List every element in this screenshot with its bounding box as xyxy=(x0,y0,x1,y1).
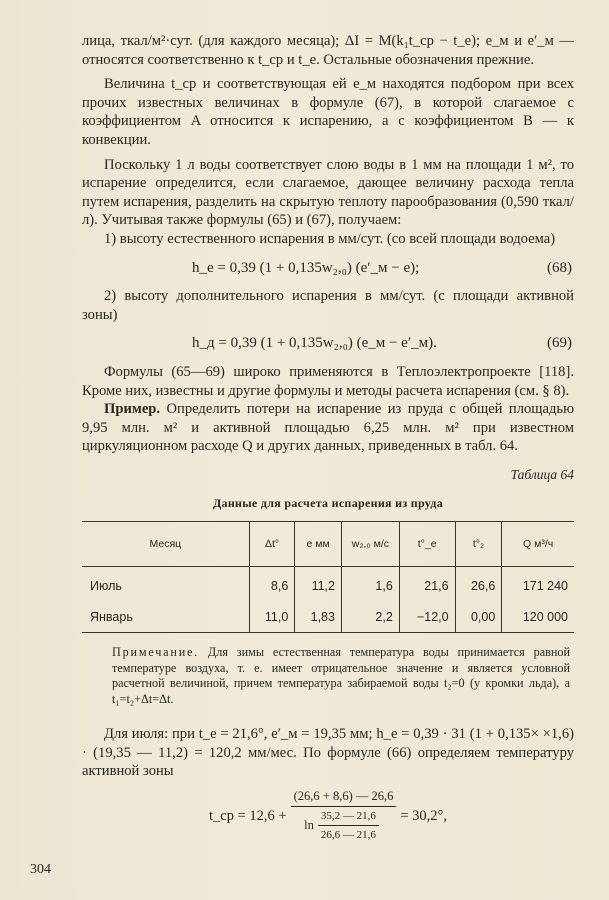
paragraph-6: Формулы (65—69) широко применяются в Теплоэлектропроекте [118]. Кроме них, известны и другие формулы и методы расчета испарения (см. § 8). xyxy=(82,363,574,399)
paragraph-3: Поскольку 1 л воды соответствует слою воды в 1 мм на площади 1 м², то испарение определится, если слагаемое, дающее величину расхода тепла путем испарения, разделить на скрытую теплоту парообразования (0,590 ткал/л). Учитывая также формулы (65) и (67), получаем: xyxy=(82,156,574,229)
formula-69-expression: h_д = 0,39 (1 + 0,135w₂,₀) (e_м − e′_м). xyxy=(192,335,437,352)
header-wind: w₂,₀ м/с xyxy=(341,522,399,567)
cell: 1,83 xyxy=(295,602,342,633)
cell: 2,2 xyxy=(341,602,399,633)
main-denominator xyxy=(304,807,383,845)
paragraph-1: лица, ткал/м²·сут. (для каждого месяца); ΔI = M(k₁t_ср − t_e); e_м и e′_м — относятся соответственно к t_ср и t_e. Остальные обозначения прежние. xyxy=(82,33,574,68)
cell: 1,6 xyxy=(341,567,399,602)
formula-lhs: t_ср = 12,6 + xyxy=(209,807,287,824)
data-table xyxy=(82,521,574,633)
header-te: t°_e xyxy=(399,522,455,567)
ln-label: ln xyxy=(304,818,314,833)
header-delta-t: Δt° xyxy=(249,522,295,567)
inner-fraction xyxy=(318,807,379,845)
formula-69-number: (69) xyxy=(547,335,572,352)
main-numerator: (26,6 + 8,6) — 26,6 xyxy=(291,787,397,807)
header-month: Месяц xyxy=(82,522,249,567)
paragraph-2: Величина t_ср и соответствующая ей e_м находятся подбором при всех прочих известных величинах в формуле (67), в которой слагаемое с коэффициентом A относится к испарению, а с коэффициентом B — к конвекции. xyxy=(82,76,574,148)
cell: 171 240 xyxy=(502,567,574,602)
header-t2: t°₂ xyxy=(455,522,502,567)
cell: 11,0 xyxy=(249,602,295,633)
cell: 8,6 xyxy=(249,567,295,602)
header-e: e мм xyxy=(295,522,342,567)
formula-68-expression: h_e = 0,39 (1 + 0,135w₂,₀) (e′_м − e); xyxy=(192,259,420,276)
cell: 11,2 xyxy=(295,567,342,602)
formula-69 xyxy=(82,334,574,353)
inner-numerator: 35,2 — 21,6 xyxy=(318,807,379,827)
paragraph-5: 2) высоту дополнительного испарения в мм/сут. (с площади активной зоны) xyxy=(82,288,574,323)
table-caption: Таблица 64 xyxy=(510,466,574,482)
example-text: Определить потери на испарение из пруда с общей площадью 9,95 млн. м² и активной площадью 6,25 млн. м² при известном циркуляционном расходе Q и других данных, приведенных в табл. 64. xyxy=(82,401,574,455)
paragraph-7 xyxy=(82,400,574,456)
cell: 0,00 xyxy=(455,602,502,633)
table-row xyxy=(82,602,574,633)
table-title: Данные для расчета испарения из пруда xyxy=(212,496,444,511)
table-row xyxy=(82,567,574,602)
temperature-formula xyxy=(82,787,574,845)
formula-rhs: = 30,2°, xyxy=(400,807,447,824)
note-label: Примечание. xyxy=(112,645,200,660)
note-text: Для зимы естественная температура воды принимается равной температуре воздуха, т. е. имеет отрицательное значение и является условной расчетной величиной, причем температура забираемой воды t₂=0 (у кромки льда), а t₁=t₂+Δt=Δt. xyxy=(112,645,570,706)
main-fraction xyxy=(291,787,397,845)
cell: 26,6 xyxy=(455,567,502,602)
cell: Июль xyxy=(90,579,122,594)
cell: 21,6 xyxy=(399,567,455,602)
table-header-row xyxy=(82,522,574,567)
formula-68-number: (68) xyxy=(547,259,572,276)
formula-68 xyxy=(82,259,574,278)
cell: Январь xyxy=(82,602,249,633)
cell: −12,0 xyxy=(399,602,455,633)
calculation-text: Для июля: при t_e = 21,6°, e′_м = 19,35 мм; h_e = 0,39 · 31 (1 + 0,135× ×1,6) · (19,35 — 11,2) = 120,2 мм/мес. По формуле (66) определяем температуру активной зоны xyxy=(82,726,574,780)
table-note xyxy=(112,645,570,707)
paragraph-4: 1) высоту естественного испарения в мм/сут. (со всей площади водоема) xyxy=(104,230,556,247)
page-number: 304 xyxy=(30,862,51,877)
cell: 120 000 xyxy=(502,602,574,633)
page-content xyxy=(82,32,574,845)
example-label: Пример. xyxy=(104,401,161,418)
inner-denominator: 26,6 — 21,6 xyxy=(320,829,376,842)
header-q: Q м³/ч xyxy=(502,522,574,567)
